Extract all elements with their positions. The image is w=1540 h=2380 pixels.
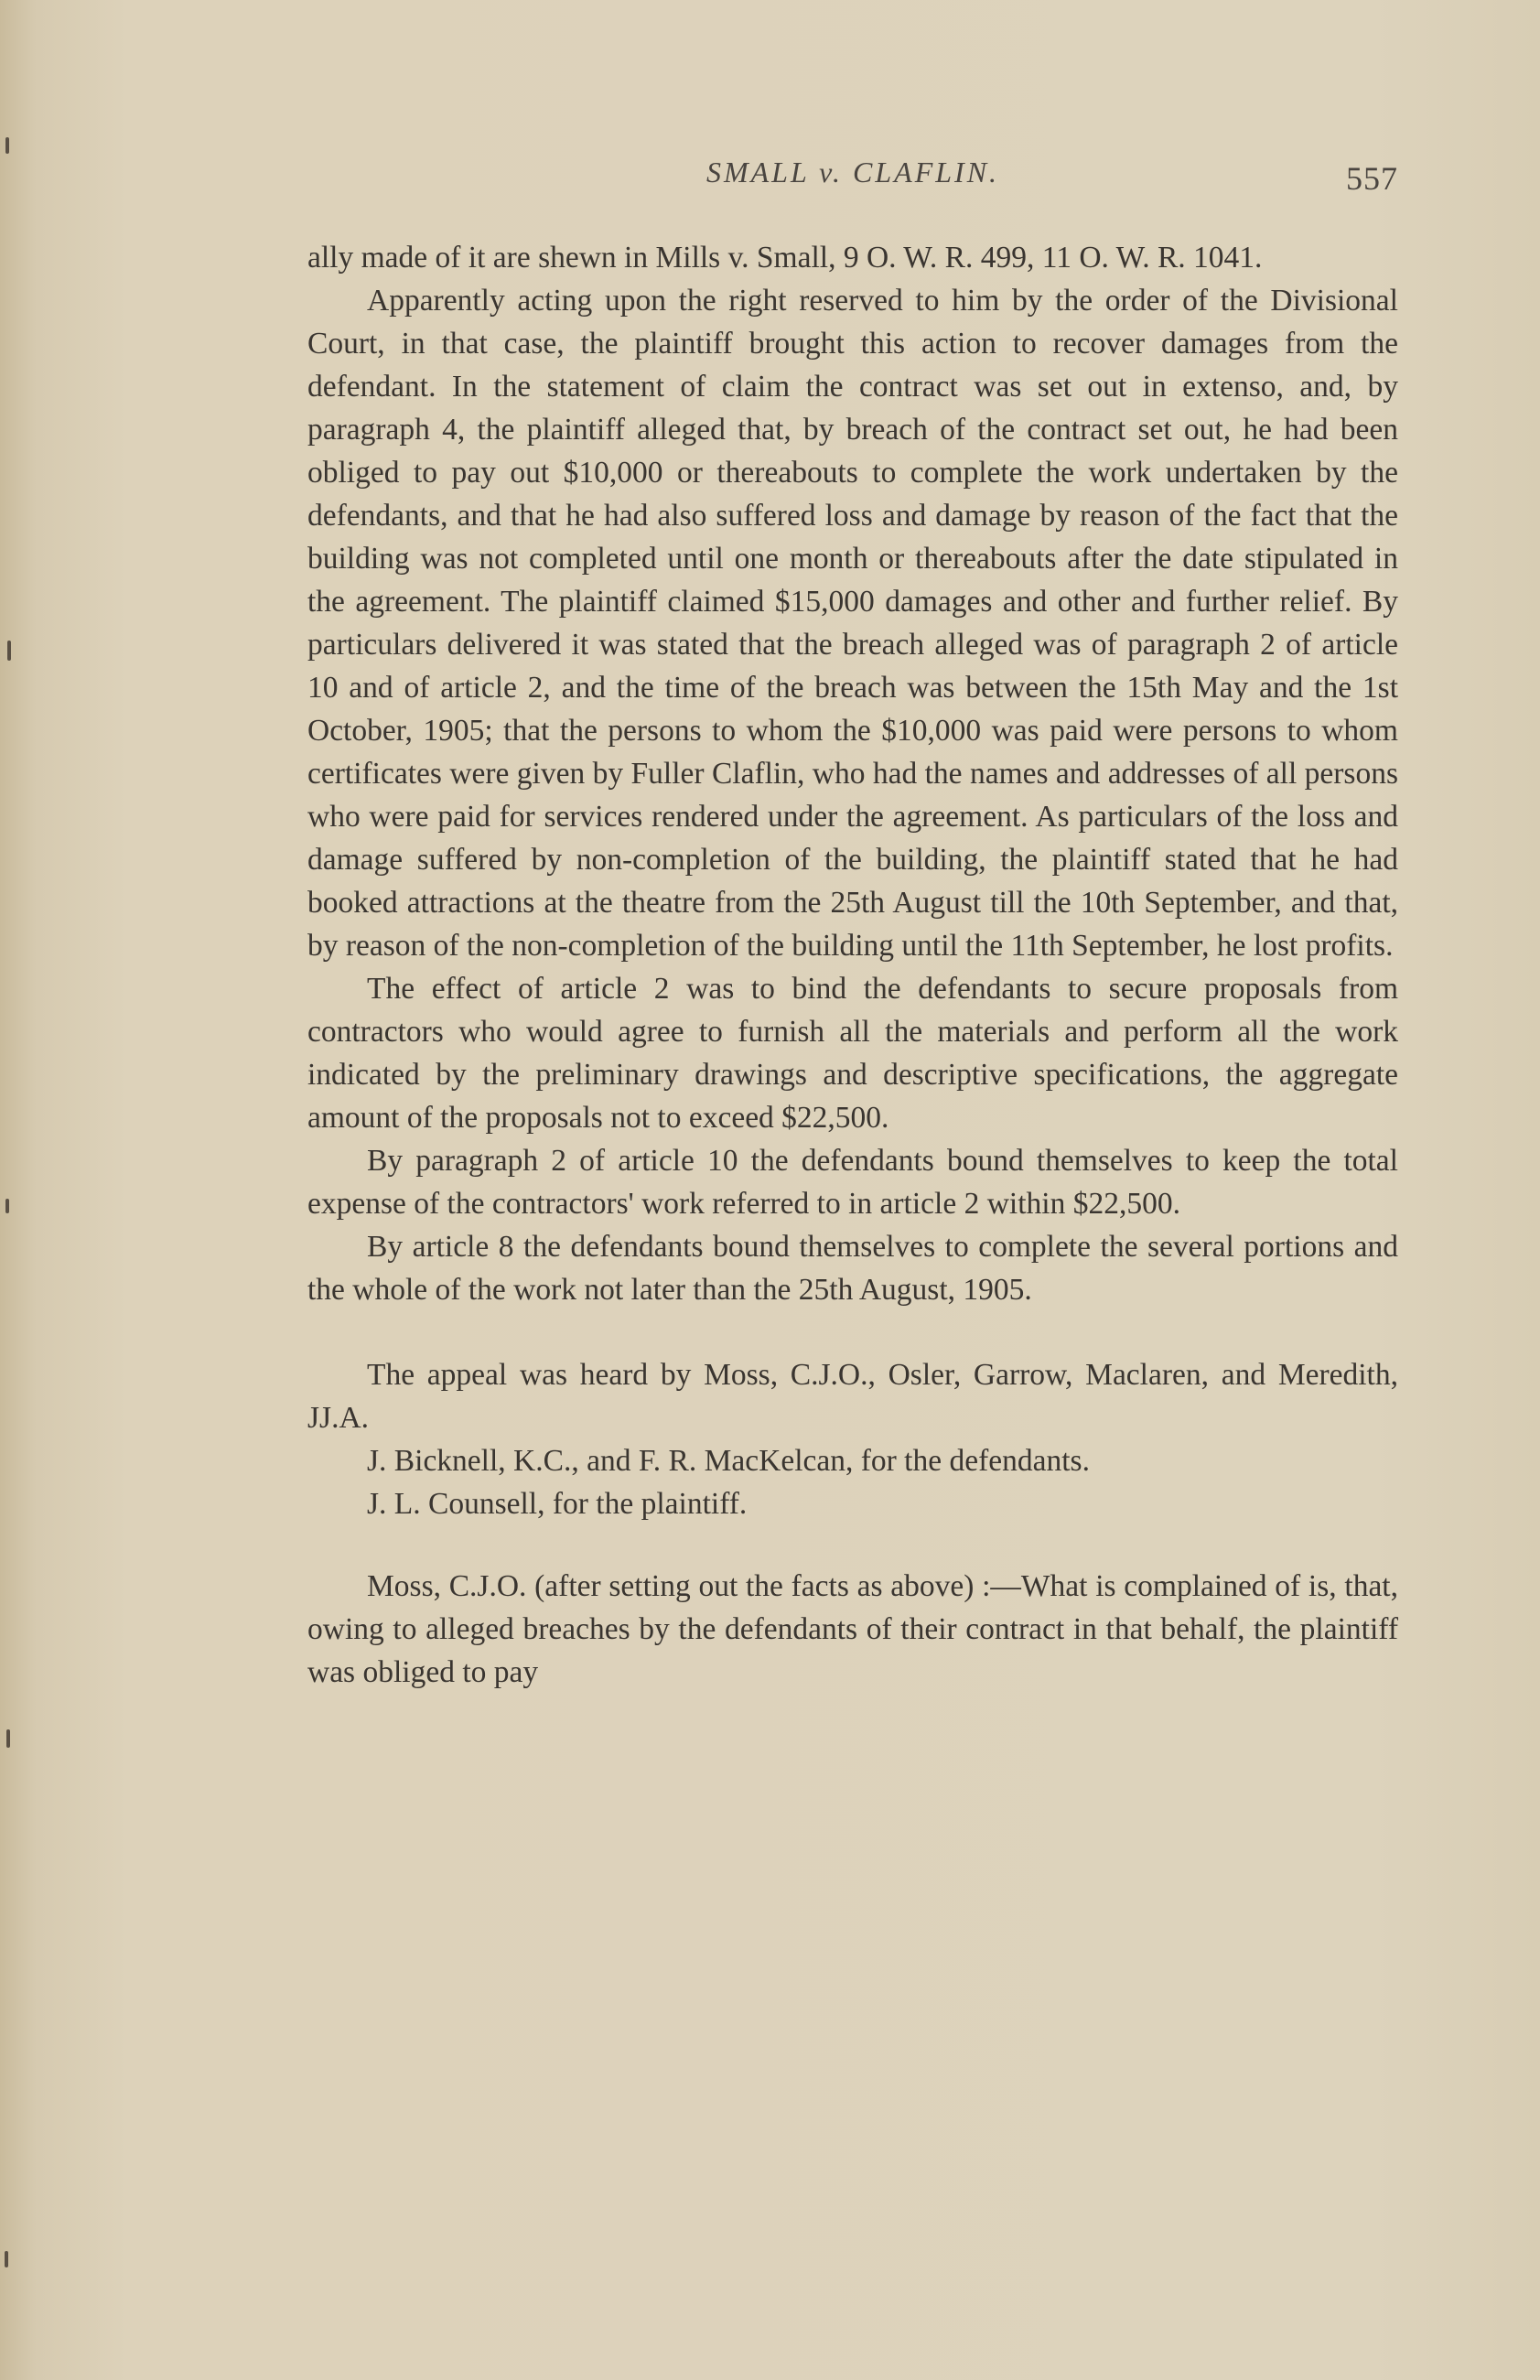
page-number: 557: [1346, 160, 1398, 197]
paragraph: The effect of article 2 was to bind the defendants to secure proposals from contractors who would agree to furnish all the materials and perform all the work indicated by the preliminary drawings and descriptive specifications, the aggregate amount of the proposals not to exceed $22,500.: [307, 972, 1398, 1135]
counsel-defendants: J. Bicknell, K.C., and F. R. MacKelcan, for the defendants.: [367, 1444, 1090, 1478]
paragraph-continuation: ally made of it are shewn in Mills v. Small, 9 O. W. R. 499, 11 O. W. R. 1041.: [307, 241, 1263, 275]
page-header: [307, 156, 1398, 201]
running-head: SMALL v. CLAFLIN.: [705, 156, 1000, 188]
section-gap: [307, 1525, 1398, 1565]
body-text: [307, 236, 1398, 1694]
bench-statement: The appeal was heard by Moss, C.J.O., Osler, Garrow, Maclaren, and Meredith, JJ.A.: [307, 1358, 1398, 1435]
paragraph: Apparently acting upon the right reserved to him by the order of the Divisional Court, in that case, the plaintiff brought this action to recover damages from the defendant. In the statement of claim the contract was set out in extenso, and, by paragraph 4, the plaintiff alleged that, by breach of the contract set out, he had been obliged to pay out $10,000 or thereabouts to complete the work undertaken by the defendants, and that he had also suffered loss and damage by reason of the fact that the building was not completed until one month or thereabouts after the date stipulated in the agreement. The plaintiff claimed $15,000 damages and other and further relief. By particulars delivered it was stated that the breach alleged was of paragraph 2 of article 10 and of article 2, and the time of the breach was between the 15th May and the 1st October, 1905; that the persons to whom the $10,000 was paid were persons to whom certificates were given by Fuller Claflin, who had the names and addresses of all persons who were paid for services rendered under the agreement. As particulars of the loss and damage suffered by non-completion of the building, the plaintiff stated that he had booked attractions at the theatre from the 25th August till the 10th September, and that, by reason of the non-completion of the building until the 11th September, he lost profits.: [307, 284, 1398, 963]
section-gap: [307, 1311, 1398, 1353]
gutter-mark: [6, 1729, 10, 1748]
gutter-mark: [5, 137, 9, 154]
gutter-mark: [5, 2251, 8, 2267]
gutter-mark: [7, 641, 11, 661]
counsel-plaintiff: J. L. Counsell, for the plaintiff.: [367, 1487, 748, 1521]
paragraph: By paragraph 2 of article 10 the defendants bound themselves to keep the total expense of the contractors' work referred to in article 2 within $22,500.: [307, 1144, 1398, 1221]
paragraph: By article 8 the defendants bound themselves to complete the several portions and the whole of the work not later than the 25th August, 1905.: [307, 1230, 1398, 1307]
gutter-mark: [5, 1199, 9, 1213]
judgment-paragraph: Moss, C.J.O. (after setting out the facts as above) :—What is complained of is, that, owing to alleged breaches by the defendants of their contract in that behalf, the plaintiff was obliged to pay: [307, 1569, 1398, 1689]
